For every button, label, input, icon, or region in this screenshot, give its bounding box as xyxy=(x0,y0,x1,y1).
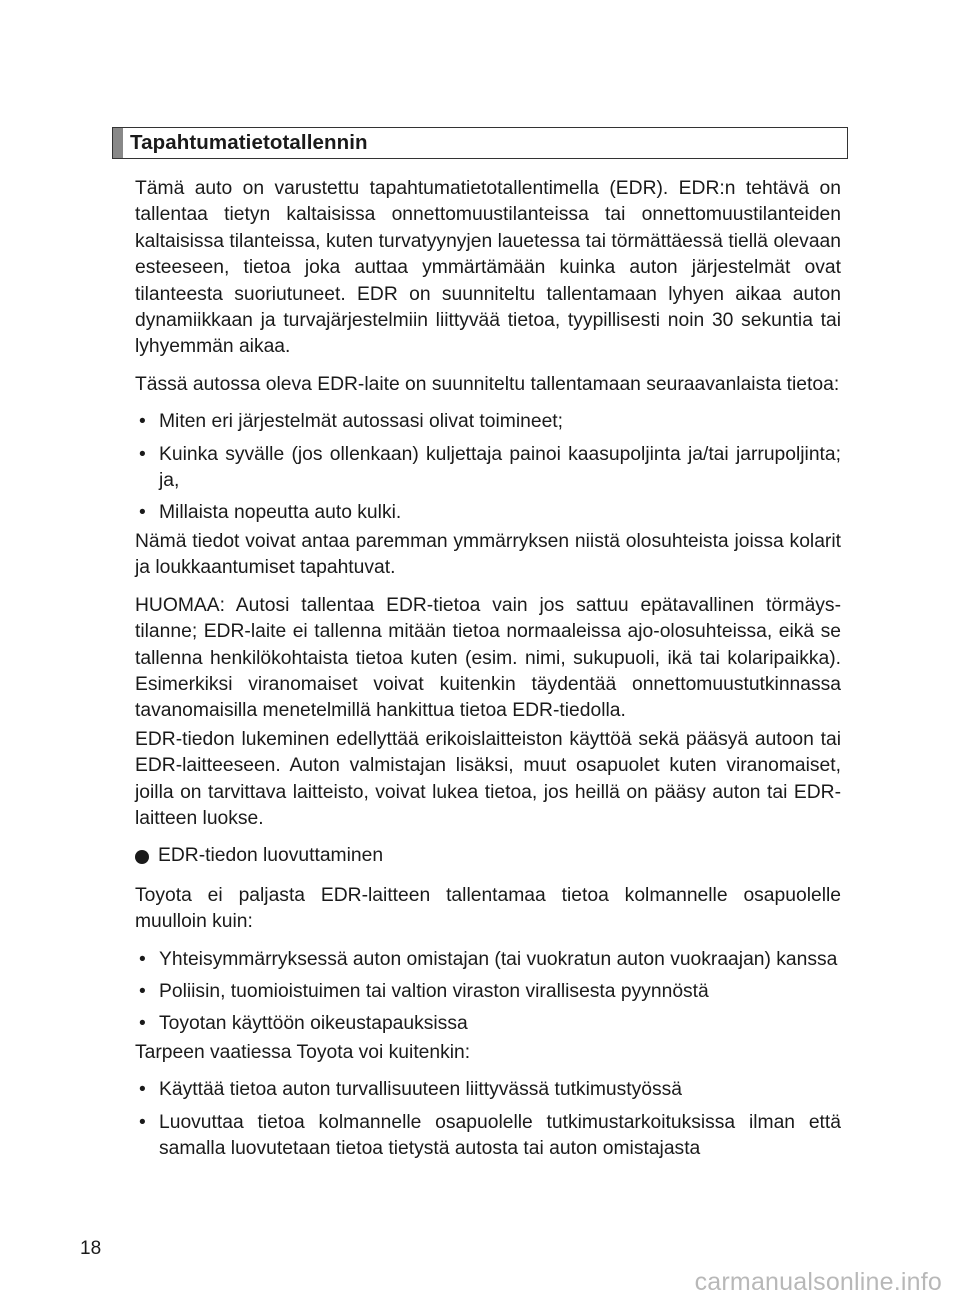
list-item: • Toyotan käyttöön oikeustapauksissa xyxy=(135,1011,841,1037)
disclosure-heading xyxy=(135,843,841,869)
list-item: • Käyttää tietoa auton turvallisuuteen liittyvässä tutkimustyössä xyxy=(135,1077,841,1103)
disclosure-paragraph-1: Toyota ei paljasta EDR-laitteen tallentamaa tietoa kolmannelle osapuolelle muulloin kuin: xyxy=(135,884,841,933)
list-item: • Luovuttaa tietoa kolmannelle osapuolelle tutkimustarkoituksissa ilman että samalla luovutetaan tietoa tietystä autosta tai auton omistajasta xyxy=(139,1111,841,1159)
list-item: • Kuinka syvälle (jos ollenkaan) kuljettaja painoi kaasupoljinta ja/tai jarrupoljinta; ja, xyxy=(139,443,841,492)
intro-paragraph-1: Tämä auto on varustettu tapahtumatietotallentimella (EDR). EDR:n tehtävä on tallentaa tietyn kaltaisissa onnettomuustilanteissa tai onnettomuustilanteiden kaltaisissa tilanteissa, kuten turvatyynyjen lauetessa tai törmättäessä tiellä olevaan esteeseen, tietoa joka auttaa ymmärtämään kuinka auton järjestelmät ovat tilanteesta suoriutuneet. EDR on suunniteltu tallentamaan lyhyen aikaa auton dynamiikkaan ja turvajärjestelmiin liittyvää tietoa, tyypillisesti noin 30 sekuntia tai lyhyemmän aikaa. xyxy=(135,178,841,358)
intro-paragraph-5: EDR-tiedon lukeminen edellyttää erikoislaitteiston käyttöä sekä pääsyä autoon tai EDR-laitteeseen. Auton valmistajan lisäksi, muut osapuolet kuten viranomaiset, joilla on tarvittava laitteisto, voivat lukea tietoa, jos heillä on pääsy auton tai EDR-laitteen luokse. xyxy=(135,728,841,829)
list-item: • Poliisin, tuomioistuimen tai valtion viraston virallisesta pyynnöstä xyxy=(135,979,841,1005)
bullet-icon: • xyxy=(139,411,146,433)
bullet-icon: • xyxy=(139,948,146,970)
list-item: • Miten eri järjestelmät autossasi olivat toimineet; xyxy=(135,409,841,435)
recorded-data-list xyxy=(135,409,841,527)
intro-paragraph-3: Nämä tiedot voivat antaa paremman ymmärryksen niistä olosuhteista joissa kolarit ja loukkaantumiset tapahtuvat. xyxy=(135,530,841,579)
section-title: Tapahtumatietotallennin xyxy=(130,131,368,154)
note-paragraph: HUOMAA: Autosi tallentaa EDR-tietoa vain jos sattuu epätavallinen törmäystilanne; EDR-laite ei tallenna mitään tietoa normaaleissa ajo-olosuhteissa, eikä se tallenna henkilökohtaista tietoa kuten (esim. nimi, sukupuoli, ikä tai kolaripaikka). Esimerkiksi viranomaiset voivat kuitenkin täydentää onnettomuustutkinnassa tavanomaisilla menetelmillä hankittua tietoa EDR-tiedolla. xyxy=(135,594,841,722)
page-content xyxy=(135,176,841,1173)
list-item: • Yhteisymmärryksessä auton omistajan (tai vuokratun auton vuokraajan) kanssa xyxy=(135,947,841,973)
bullet-icon: • xyxy=(139,980,146,1002)
toyota-use-list xyxy=(135,1077,841,1162)
disclosure-heading-label: EDR-tiedon luovuttaminen xyxy=(158,845,384,867)
bullet-icon: • xyxy=(139,1013,146,1035)
filled-circle-icon xyxy=(135,850,149,864)
section-header-bar xyxy=(113,128,123,158)
bullet-icon: • xyxy=(139,502,146,524)
list-item: • Millaista nopeutta auto kulki. xyxy=(135,500,841,526)
bullet-icon: • xyxy=(139,1079,146,1101)
bullet-icon: • xyxy=(139,1111,146,1133)
disclosure-conditions-list xyxy=(135,947,841,1038)
watermark: carmanualsonline.info xyxy=(694,1268,942,1296)
intro-paragraph-2: Tässä autossa oleva EDR-laite on suunniteltu tallentamaan seuraavanlaista tietoa: xyxy=(135,373,840,395)
disclosure-paragraph-2: Tarpeen vaatiessa Toyota voi kuitenkin: xyxy=(135,1041,471,1063)
bullet-icon: • xyxy=(139,443,146,465)
page-number: 18 xyxy=(80,1238,102,1259)
section-header xyxy=(112,127,848,159)
